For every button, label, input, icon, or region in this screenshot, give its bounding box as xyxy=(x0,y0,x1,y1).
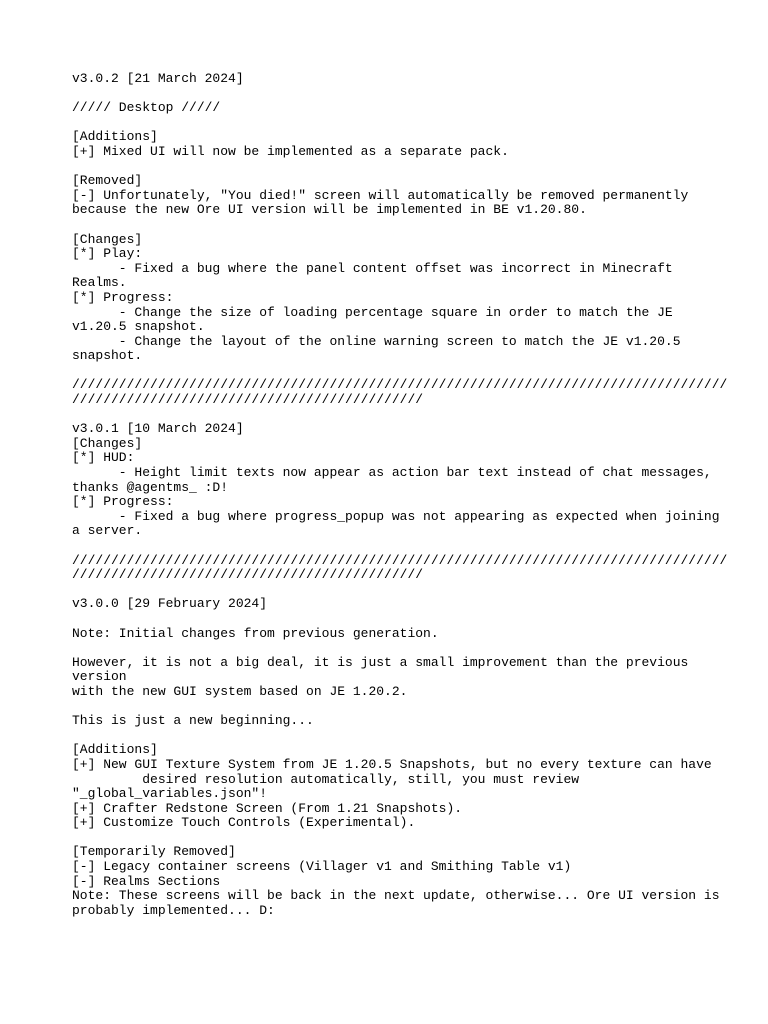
changelog-subentry: - Fixed a bug where the panel content offset was incorrect in Minecraft xyxy=(72,260,673,276)
changelog-subentry: - Fixed a bug where progress_popup was not appearing as expected when joining xyxy=(72,508,720,524)
changelog-entry: [+] Mixed UI will now be implemented as a separate pack. xyxy=(72,143,509,159)
changelog-entry-continued: a server. xyxy=(72,523,143,539)
note-text: Note: These screens will be back in the next update, otherwise... Ore UI version is xyxy=(72,888,720,904)
changelog-entry: [*] HUD: xyxy=(72,450,135,466)
blank-line xyxy=(72,87,712,102)
blank-line xyxy=(72,218,712,233)
blank-line xyxy=(72,831,712,846)
section-heading: [Removed] xyxy=(72,173,143,189)
version-heading: v3.0.2 [21 March 2024] xyxy=(72,71,244,86)
blank-line xyxy=(72,612,712,627)
separator-line: //////////////////////////////////////////////////////////////////////////////////// xyxy=(72,377,728,393)
changelog-entry-continued: thanks @agentms_ :D! xyxy=(72,479,229,495)
blank-line xyxy=(72,539,712,554)
section-heading: [Changes] xyxy=(72,231,143,247)
version-heading: v3.0.1 [10 March 2024] xyxy=(72,421,244,437)
paragraph-text: However, it is not a big deal, it is just a small improvement than the previous xyxy=(72,654,689,670)
section-heading: [Temporarily Removed] xyxy=(72,844,236,860)
changelog-document xyxy=(72,71,728,918)
section-heading: [Additions] xyxy=(72,129,158,145)
changelog-entry: [*] Play: xyxy=(72,246,143,262)
blank-line xyxy=(72,729,712,744)
blank-line xyxy=(72,116,712,131)
blank-line xyxy=(72,583,712,598)
changelog-entry: [-] Legacy container screens (Villager v1 and Smithing Table v1) xyxy=(72,859,572,875)
note-text-continued: probably implemented... D: xyxy=(72,902,275,918)
changelog-entry-continued: snapshot. xyxy=(72,348,143,364)
blank-line xyxy=(72,700,712,715)
changelog-entry-continued: v1.20.5 snapshot. xyxy=(72,319,205,335)
changelog-entry: [+] Crafter Redstone Screen (From 1.21 Snapshots). xyxy=(72,800,463,816)
changelog-entry: [+] Customize Touch Controls (Experimental). xyxy=(72,815,416,831)
blank-line xyxy=(72,364,712,379)
paragraph-text: with the new GUI system based on JE 1.20.2. xyxy=(72,683,408,699)
blank-line xyxy=(72,160,712,175)
changelog-entry-continued: desired resolution automatically, still, you must review xyxy=(72,771,580,787)
section-heading: [Additions] xyxy=(72,742,158,758)
blank-line xyxy=(72,408,712,423)
changelog-entry-continued: because the new Ore UI version will be implemented in BE v1.20.80. xyxy=(72,202,587,218)
note-text: Note: Initial changes from previous generation. xyxy=(72,625,439,641)
platform-heading: ///// Desktop ///// xyxy=(72,100,221,116)
changelog-entry: [+] New GUI Texture System from JE 1.20.5 Snapshots, but no every texture can have xyxy=(72,756,712,772)
changelog-entry: [*] Progress: xyxy=(72,289,174,305)
separator-line: ///////////////////////////////////////////// xyxy=(72,567,424,583)
changelog-subentry: - Change the size of loading percentage square in order to match the JE xyxy=(72,304,673,320)
separator-line: //////////////////////////////////////////////////////////////////////////////////// xyxy=(72,552,728,568)
section-heading: [Changes] xyxy=(72,435,143,451)
changelog-subentry: - Change the layout of the online warning screen to match the JE v1.20.5 xyxy=(72,333,681,349)
version-heading: v3.0.0 [29 February 2024] xyxy=(72,596,268,612)
blank-line xyxy=(72,641,712,656)
changelog-entry-continued: "_global_variables.json"! xyxy=(72,786,268,802)
changelog-subentry: - Height limit texts now appear as action bar text instead of chat messages, xyxy=(72,465,712,481)
paragraph-text: version xyxy=(72,669,127,685)
changelog-entry: [-] Unfortunately, "You died!" screen will automatically be removed permanently xyxy=(72,187,689,203)
changelog-entry: [-] Realms Sections xyxy=(72,873,221,889)
changelog-entry: [*] Progress: xyxy=(72,494,174,510)
changelog-entry-continued: Realms. xyxy=(72,275,127,291)
paragraph-text: This is just a new beginning... xyxy=(72,713,314,729)
separator-line: ///////////////////////////////////////////// xyxy=(72,392,424,408)
